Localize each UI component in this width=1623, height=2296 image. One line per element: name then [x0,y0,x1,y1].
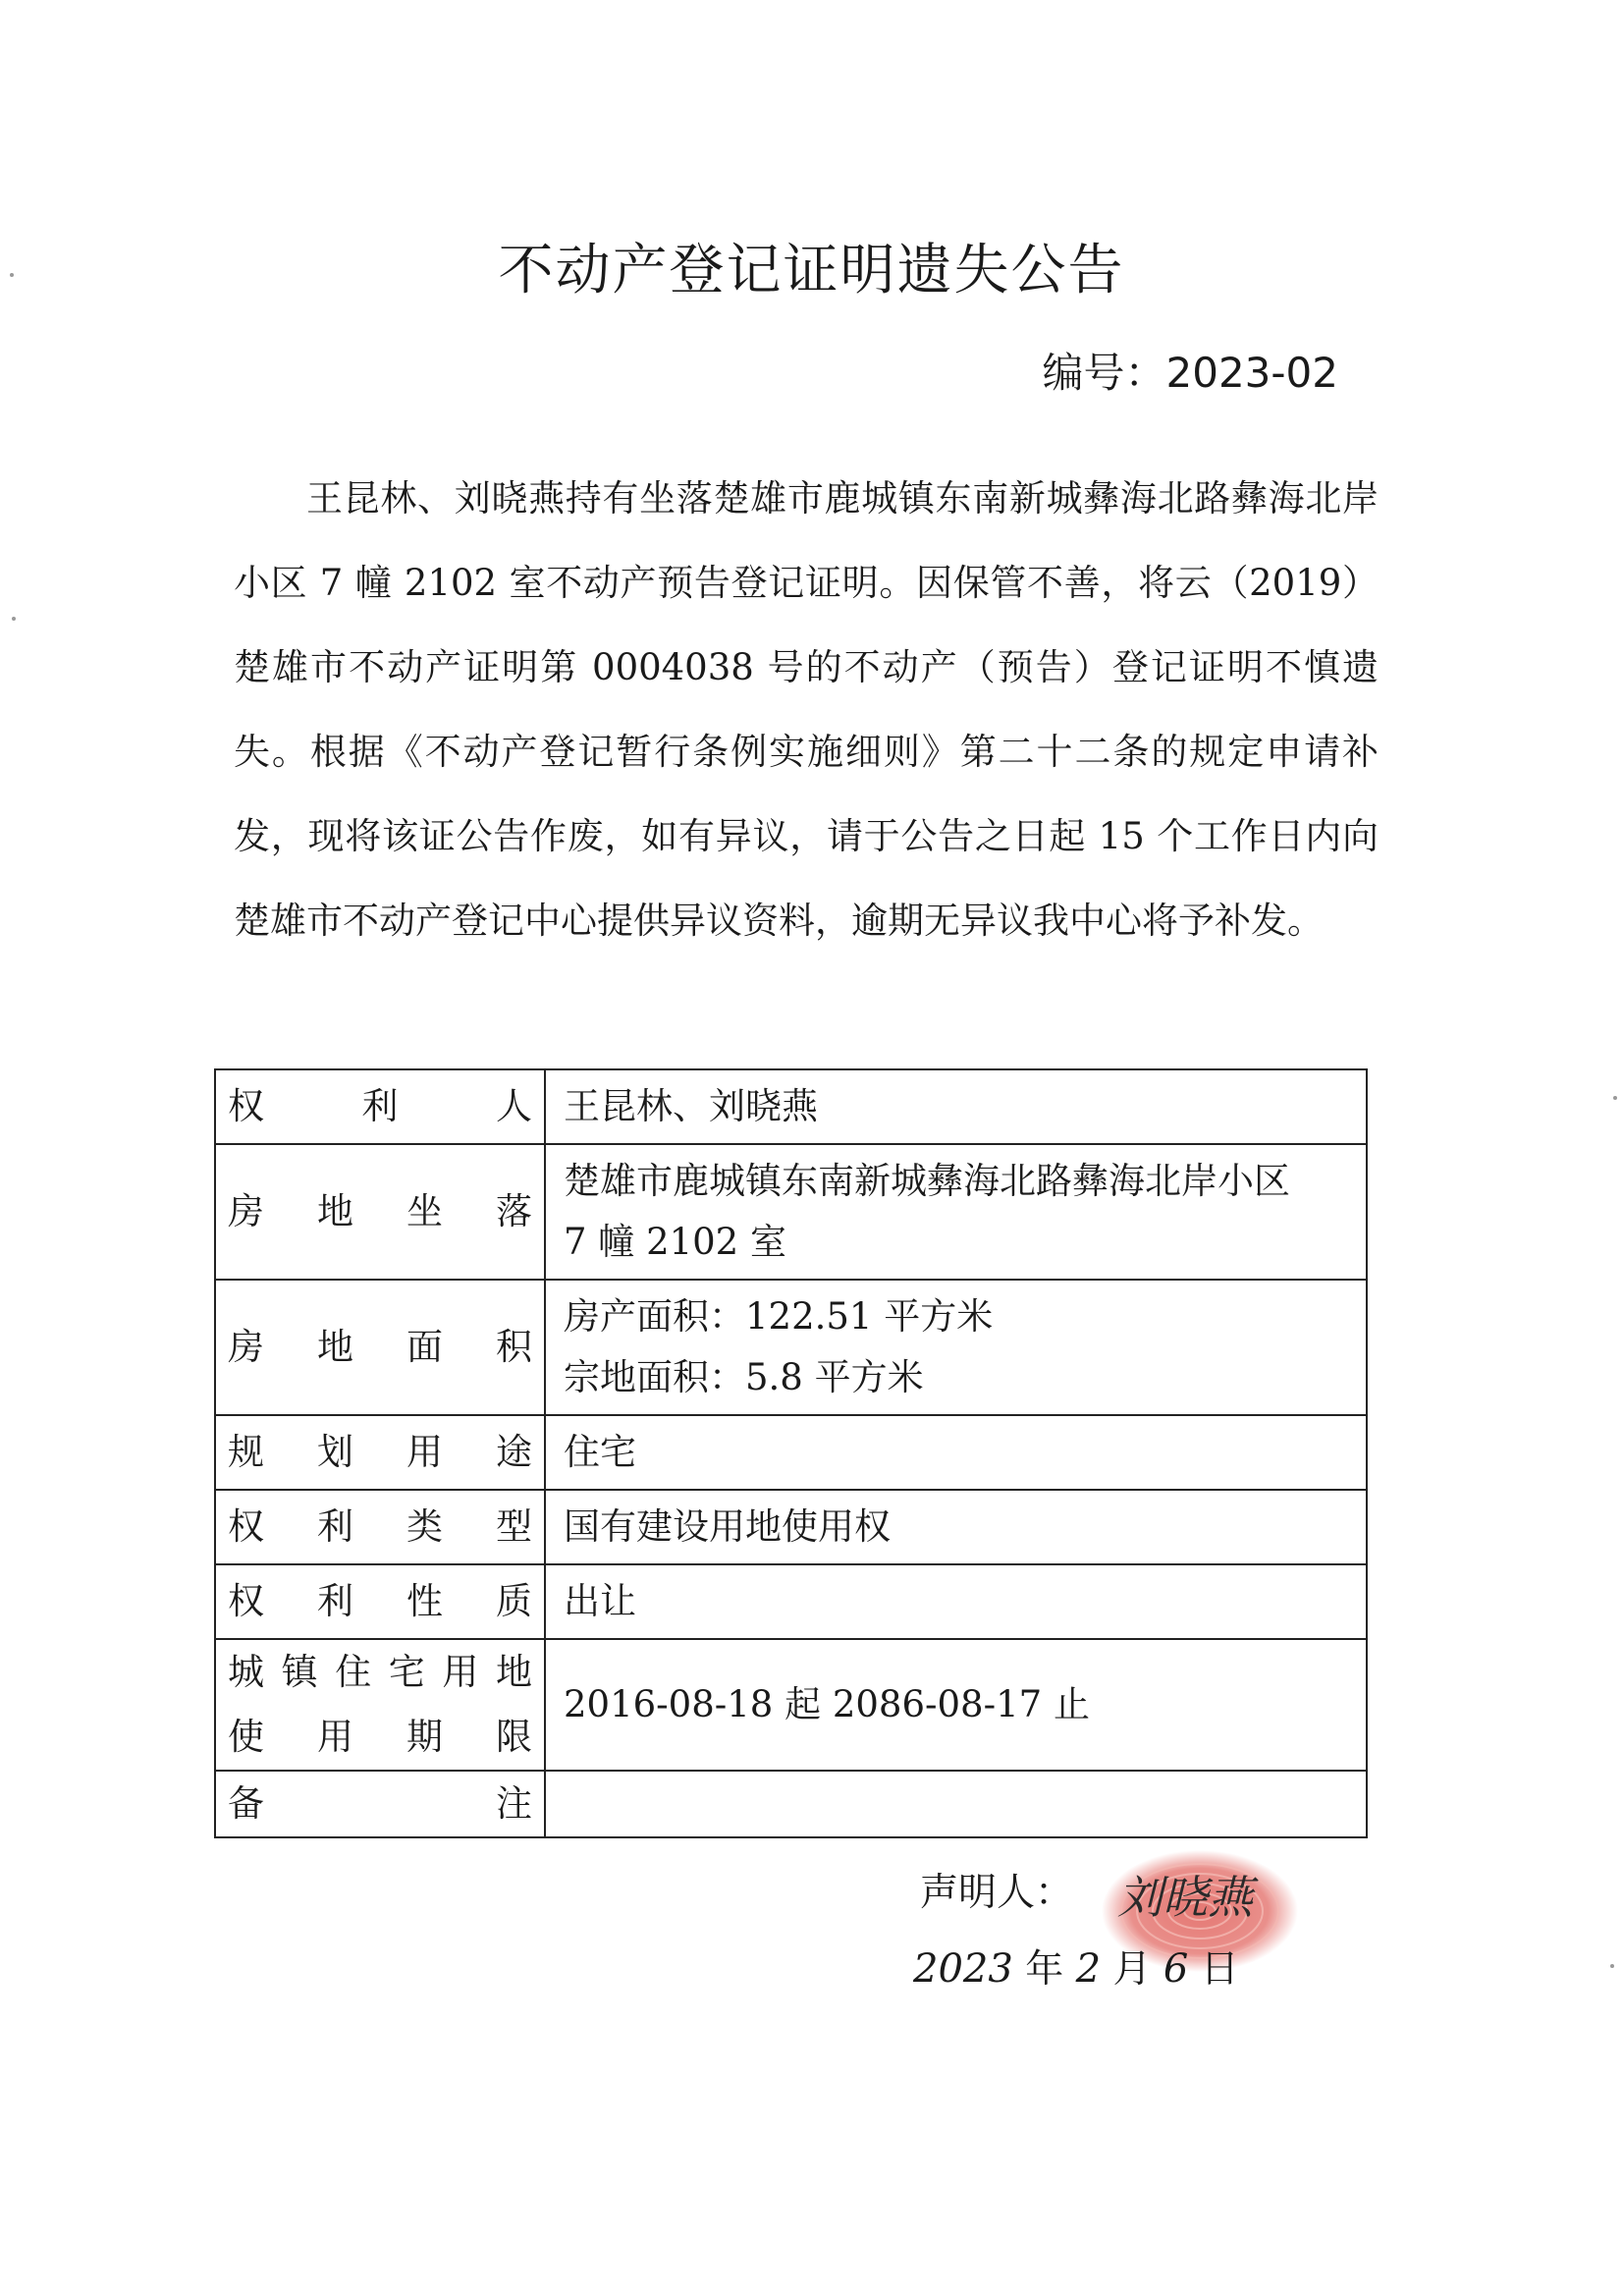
row-value-cell [545,1490,1367,1564]
scan-speck [1613,1096,1617,1100]
date-month: 2 [1075,1946,1102,1992]
row-value-cell [545,1144,1367,1280]
row-value: 出让 [564,1580,636,1622]
signature-date [913,1940,1239,1999]
row-label: 规划用途 [228,1431,532,1473]
row-label-cell [215,1069,545,1144]
row-value-cell [545,1280,1367,1415]
row-value: 住宅 [564,1431,636,1473]
row-label-cell [215,1280,545,1415]
date-year: 2023 [913,1946,1013,1992]
row-label-cell [215,1144,545,1280]
table-row [215,1490,1367,1564]
row-label: 权利人 [228,1085,532,1127]
table-row [215,1069,1367,1144]
table-row [215,1144,1367,1280]
date-day-unit: 日 [1200,1947,1239,1992]
table-row [215,1280,1367,1415]
row-label-cell [215,1639,545,1771]
declarant-label: 声明人： [920,1871,1074,1915]
scan-speck [1610,1964,1614,1968]
row-label: 城镇住宅用地 [228,1651,532,1693]
row-label: 权利类型 [228,1505,532,1548]
document-number: 编号：2023-02 [1042,349,1338,397]
row-label-cell [215,1771,545,1837]
row-value-cell [545,1639,1367,1771]
row-value-cell [545,1415,1367,1490]
table-row [215,1639,1367,1771]
row-label: 权利性质 [228,1580,532,1622]
date-month-unit: 月 [1112,1947,1152,1992]
row-value-cell [545,1771,1367,1837]
row-value: 7 幢 2102 室 [564,1221,786,1263]
row-label: 房地面积 [228,1326,532,1368]
table-row [215,1415,1367,1490]
table-row [215,1771,1367,1837]
table-row [215,1564,1367,1639]
date-year-unit: 年 [1025,1947,1064,1992]
row-value: 王昆林、刘晓燕 [564,1085,818,1127]
row-label: 备注 [228,1782,532,1825]
row-value: 国有建设用地使用权 [564,1505,891,1548]
row-value: 2016-08-18 起 2086-08-17 止 [564,1683,1090,1725]
row-label: 房地坐落 [228,1190,532,1232]
row-value: 房产面积：122.51 平方米 [564,1295,994,1338]
row-label-cell [215,1490,545,1564]
document-title: 不动产登记证明遗失公告 [498,239,1125,302]
row-value: 宗地面积：5.8 平方米 [564,1356,924,1398]
row-label-cell [215,1564,545,1639]
row-value: 楚雄市鹿城镇东南新城彝海北路彝海北岸小区 [564,1160,1290,1202]
row-label: 使用期限 [228,1716,532,1758]
row-value-cell [545,1069,1367,1144]
scan-speck [12,617,16,621]
declaration-block [913,1856,1325,2023]
property-info-table [214,1068,1368,1838]
date-day: 6 [1163,1946,1189,1992]
announcement-body: 王昆林、刘晓燕持有坐落楚雄市鹿城镇东南新城彝海北路彝海北岸小区 7 幢 2102 室不动产预告登记证明。因保管不善，将云（2019）楚雄市不动产证明第 0004038 号的不动产（预告）登记证明不慎遗失。根据《不动产登记暂行条例实施细则》第二十二条的规定申请补发，现将该证公告作废，如有异议，请于公告之日起 15 个工作日内向楚雄市不动产登记中心提供异议资料，逾期无异议我中心将予补发。 [234,477,1379,942]
row-value-cell [545,1564,1367,1639]
svg-text:刘晓燕: 刘晓燕 [1117,1871,1253,1924]
scan-speck [10,273,14,277]
row-label-cell [215,1415,545,1490]
handwritten-signature [1108,1856,1304,1935]
